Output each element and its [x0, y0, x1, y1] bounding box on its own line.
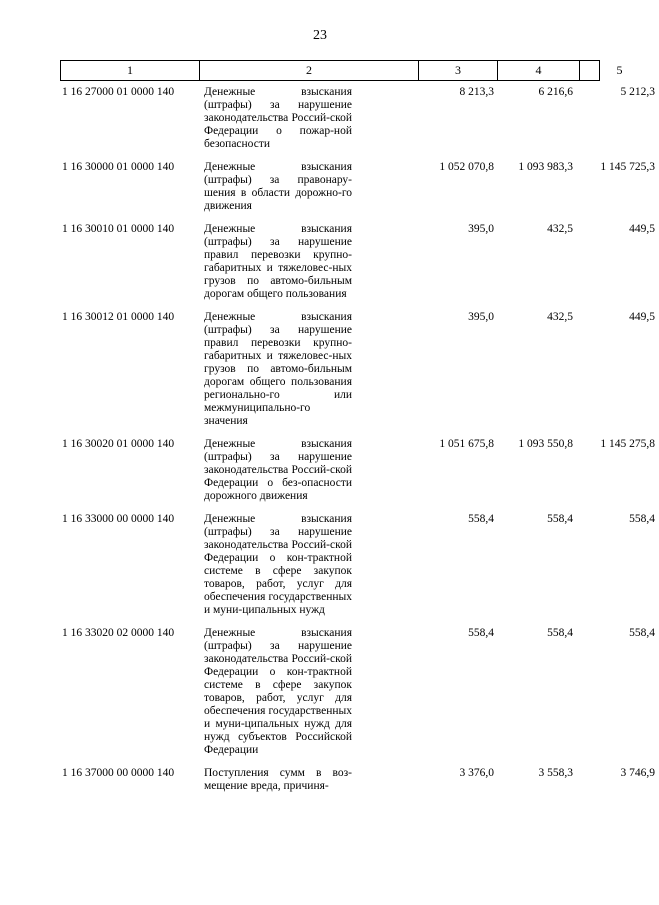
row-value-4: 432,5	[547, 311, 573, 323]
row-name: Поступления сумм в воз-мещение вреда, причиня-	[204, 767, 352, 792]
row-value-3: 395,0	[468, 223, 494, 235]
row-code: 1 16 30020 01 0000 140	[62, 438, 175, 450]
header-col-4: 4	[498, 61, 580, 80]
row-code: 1 16 33000 00 0000 140	[62, 513, 175, 525]
table-body	[60, 86, 655, 803]
row-value-4: 3 558,3	[538, 767, 573, 779]
row-name: Денежные взыскания (штрафы) за нарушение законодательства Россий-ской Федерации о пожар-ной безопасности	[204, 86, 352, 150]
row-code: 1 16 37000 00 0000 140	[62, 767, 175, 779]
row-code: 1 16 30010 01 0000 140	[62, 223, 175, 235]
row-value-3: 8 213,3	[459, 86, 494, 98]
page-number: 23	[313, 28, 327, 43]
header-col-1: 1	[61, 61, 200, 80]
table-header	[60, 60, 623, 81]
row-value-4: 6 216,6	[538, 86, 573, 98]
row-value-5: 558,4	[629, 513, 655, 525]
table-row	[60, 767, 655, 793]
row-value-3: 395,0	[468, 311, 494, 323]
row-value-4: 432,5	[547, 223, 573, 235]
header-col-5: 5	[616, 63, 623, 77]
row-name: Денежные взыскания (штрафы) за нарушение законодательства Россий-ской Федерации о без-опасности дорожного движения	[204, 438, 352, 502]
table-row	[60, 311, 655, 428]
table-row	[60, 86, 655, 151]
row-name: Денежные взыскания (штрафы) за нарушение правил перевозки крупно-габаритных и тяжеловес-ных грузов по автомо-бильным дорогам общего пользования регионально-го или межмуниципально-го значения	[204, 311, 352, 427]
row-code: 1 16 30012 01 0000 140	[62, 311, 175, 323]
row-value-5: 1 145 275,8	[600, 438, 655, 450]
row-value-4: 1 093 550,8	[518, 438, 573, 450]
row-value-5: 1 145 725,3	[600, 161, 655, 173]
row-code: 1 16 27000 01 0000 140	[62, 86, 175, 98]
table-row	[60, 627, 655, 757]
row-code: 1 16 33020 02 0000 140	[62, 627, 175, 639]
row-value-4: 558,4	[547, 513, 573, 525]
row-value-3: 1 052 070,8	[439, 161, 494, 173]
row-value-3: 558,4	[468, 513, 494, 525]
row-value-5: 5 212,3	[620, 86, 655, 98]
table-row	[60, 513, 655, 617]
row-value-3: 3 376,0	[459, 767, 494, 779]
row-value-5: 449,5	[629, 223, 655, 235]
row-value-5: 3 746,9	[620, 767, 655, 779]
row-name: Денежные взыскания (штрафы) за правонару-шения в области дорожно-го движения	[204, 161, 352, 212]
header-col-3: 3	[419, 61, 498, 80]
table-row	[60, 223, 655, 301]
row-value-3: 558,4	[468, 627, 494, 639]
row-name: Денежные взыскания (штрафы) за нарушение правил перевозки крупно-габаритных и тяжеловес-ных грузов по автомо-бильным дорогам общего пользования	[204, 223, 352, 300]
table-row	[60, 161, 655, 213]
row-code: 1 16 30000 01 0000 140	[62, 161, 175, 173]
row-name: Денежные взыскания (штрафы) за нарушение законодательства Россий-ской Федерации о кон-трактной системе в сфере закупок товаров, работ, услуг для обеспечения государственных и муни-ципальных нужд для нужд субъектов Российской Федерации	[204, 627, 352, 756]
row-value-4: 1 093 983,3	[518, 161, 573, 173]
row-value-3: 1 051 675,8	[439, 438, 494, 450]
header-col-2: 2	[200, 61, 419, 80]
table-row	[60, 438, 655, 503]
row-value-5: 558,4	[629, 627, 655, 639]
row-value-5: 449,5	[629, 311, 655, 323]
row-name: Денежные взыскания (штрафы) за нарушение законодательства Россий-ской Федерации о кон-трактной системе в сфере закупок товаров, работ, услуг для обеспечения государственных и муни-ципальных нужд	[204, 513, 352, 616]
row-value-4: 558,4	[547, 627, 573, 639]
